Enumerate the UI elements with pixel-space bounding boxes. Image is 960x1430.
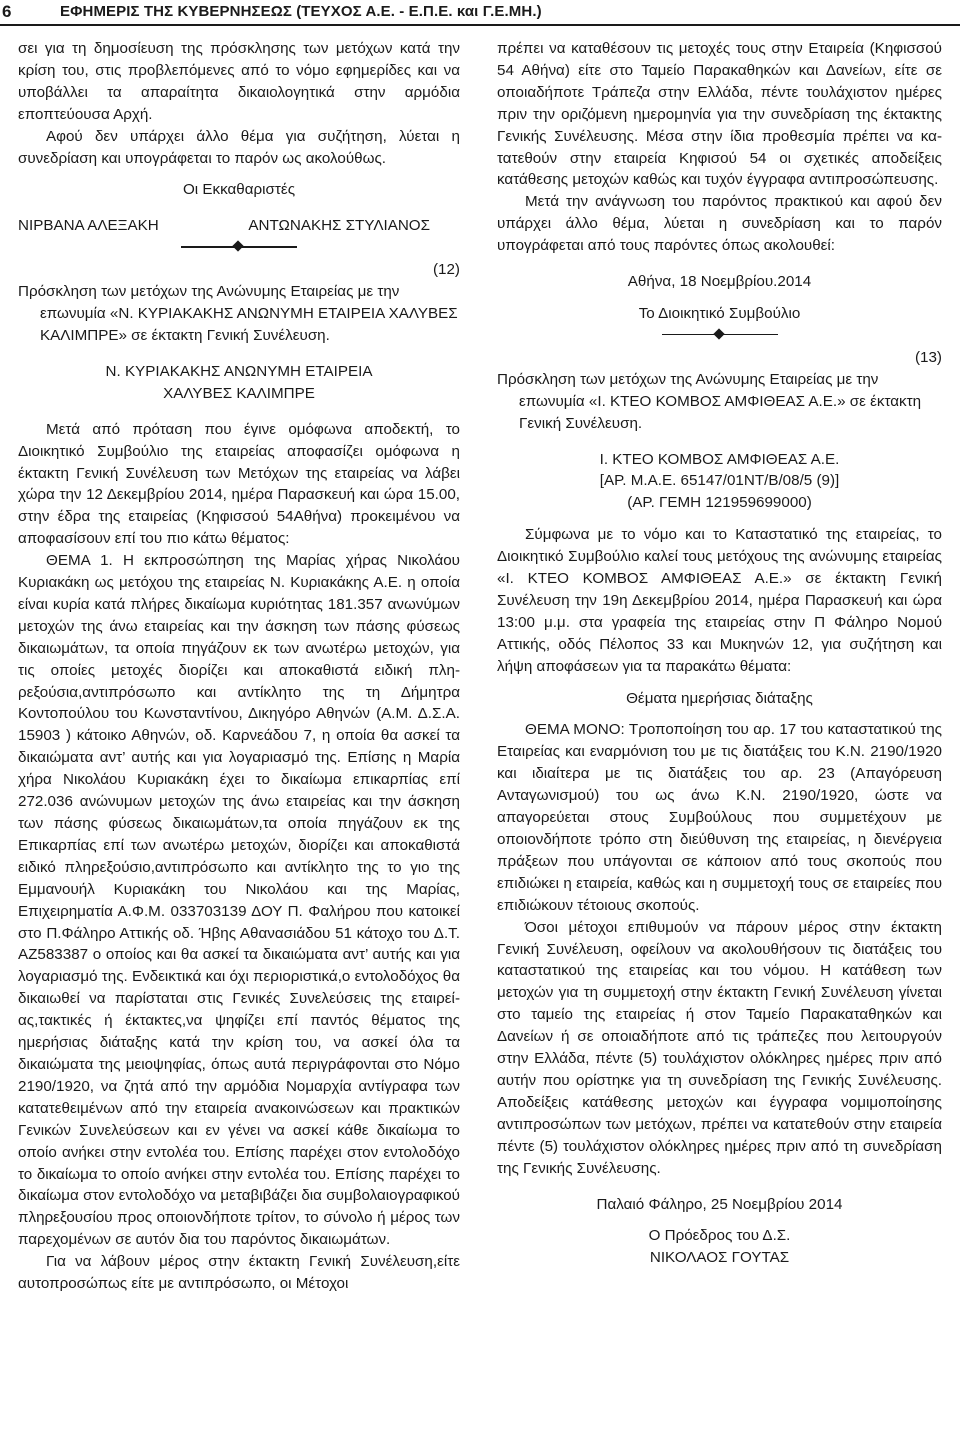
notice-number: (12): [432, 261, 460, 279]
paragraph: ΘΕΜΑ ΜΟΝΟ: Τροποποίηση του αρ. 17 του καταστατικού της Εταιρείας και εναρμόνιση του με τις διατάξεις του Κ.Ν. 2190/1920 και ιδιαίτερα με τις διατάξεις του αρ. 23 (Απαγόρευση Ανταγωνισμού) του ως άνω Κ.Ν. 2190/1920, ώστε να απαγορεύεται στους Συμβούλους που συμμετέχουν με οποιονδήποτε τρόπο στη διεύθυνση της εταιρείας, η διενέργεια πράξεων που υπάγονται σε κάποιον από τους σκοπούς που επιδιώκει η εταιρεία, καθώς και η συμμετοχή τους σε εταιρείες που επιδιώκουν τέτοιους σκοπούς.: [497, 721, 942, 914]
paragraph: πρέπει να καταθέσουν τις μετοχές τους στην Εταιρεία (Κηφισσού 54 Αθήνα) είτε στο Ταμείο Παρακαθηκών και Δανείων, είτε σε οποιαδήποτε Τράπεζα στην Ελλάδα, πέντε τουλάχιστον ημέρες πριν την οριζόμενη ημερομηνία για την συνεδρίαση της έκτακτης Γενικής Συνέλευσης. Μέσα στην ίδια προθεσμία πρέπει να κατατεθούν στην εταιρεία Κηφισού 54 οι σχετικές αποδείξεις κατάθεσης μετοχών καθώς και τυχόν έγγραφα αντιπροσώπευσης.: [497, 40, 942, 189]
diamond-icon: [232, 241, 243, 252]
chairman-title: Ο Πρόεδρος του Δ.Σ.: [648, 1227, 791, 1245]
paragraph: Σύμφωνα με το νόμο και το Καταστατικό της εταιρείας, το Διοικητικό Συμβούλιο καλεί τους μετόχους της ανώνυμης εταιρείας «Ι. ΚΤΕΟ ΚΟΜΒΟΣ ΑΜΦΙΘΕΑΣ Α.Ε.» σε έκτακτη Γενική Συνέλευση την 19η Δεκεμβρίου 2014, ημέρα Παρασκευή και ώρα 13:00 μ.μ. στα γραφεία της εταιρείας στην Π Φάληρο Νομού Αττικής, οδός Πέλοπος 33 και Μυκηνών 12, για συζήτηση και λήψη αποφάσεων για τα παρακάτω θέματα:: [497, 526, 942, 675]
signer-name: ΝΙΡΒΑΝΑ ΑΛΕΞΑΚΗ: [18, 217, 159, 235]
diamond-icon: [713, 328, 724, 339]
header-rule: [0, 24, 960, 26]
company-registry: [ΑΡ. Μ.Α.Ε. 65147/01ΝΤ/Β/08/5 (9)]: [599, 472, 840, 490]
company-name: Ι. ΚΤΕΟ ΚΟΜΒΟΣ ΑΜΦΙΘΕΑΣ Α.Ε.: [599, 450, 840, 468]
paragraph: Όσοι μέτοχοι επιθυμούν να πάρουν μέρος στην έκτακτη Γενική Συνέλευση, οφείλουν να ακολουθήσουν τις διατάξεις του καταστατικού της εταιρείας και του νόμου. Η κατάθεση των μετοχών για τη συμμετοχή στην έκτακτη Γενική Συνέλευση γίνεται στο ταμείο της εταιρείας ή στον Ταμείο Παρακαταθηκών και Δανείων ή σε οποιαδήποτε από τις τράπεζες που λειτουργούν στην Ελλάδα, πέντε (5) τουλάχιστον ολόκληρες ημέρες πριν από αυτήν που ορίστηκε για τη συνεδρίαση της Γενικής Συνέλευσης. Αποδείξεις κατάθεσης μετοχών και έγγραφα νομιμοποίησης αντιπροσώπων των μετόχων, πρέπει να κατατεθούν στην εταιρεία πέντε (5) τουλάχιστον ολόκληρες ημέρες πριν από τη συνεδρίαση της Γενικής Συνέλευσης.: [497, 918, 942, 1177]
notice-title: Πρόσκληση των μετόχων της Ανώνυμης Εταιρείας με την επωνυμία «Ν. ΚΥΡΙΑΚΑΚΗΣ ΑΝΩΝΥΜΗ ΕΤΑΙΡΕΙΑ ΧΑΛΥΒΕΣ ΚΑΛΙΜΠΡΕ» σε έκτακτη Γενική Συνέλευση.: [18, 283, 458, 344]
signers-title: Οι Εκκαθαριστές: [182, 181, 296, 199]
signer-name: ΑΝΤΩΝΑΚΗΣ ΣΤΥΛΙΑΝΟΣ: [248, 217, 430, 235]
running-header: [0, 0, 960, 26]
paragraph: Αφού δεν υπάρχει άλλο θέμα για συζήτηση, λύεται η συνεδρίαση και υπογράφεται το παρόν ως ακολούθως.: [18, 127, 460, 167]
place-date: Αθήνα, 18 Νοεμβρίου.2014: [627, 273, 812, 291]
paragraph: Μετά από πρόταση που έγινε ομόφωνα αποδεκτή, το Διοικητικό Συμβούλιο της εταιρείας αποφασίζει ομόφωνα η έκτακτη Γενική Συνέλευση των Μετόχων της εταιρείας να λάβει χώρα την 12 Δεκεμβρίου 2014, ημέρα Παρασκευή και ώρα 15.00, στην έδρα της εταιρείας (Κηφισσού 54Αθήνα) προκειμένου να αποφασίσουν επί του πιο κάτω θέματος:: [18, 420, 460, 548]
paragraph: Μετά την ανάγνωση του παρόντος πρακτικού και αφού δεν υπάρχει άλλο θέμα, λύεται η συνεδρίαση και το παρόν υπογράφεται από τους παρόντες όπως ακολουθεί:: [497, 193, 942, 255]
agenda-title: Θέματα ημερήσιας διάταξης: [626, 689, 813, 707]
section-divider: [662, 329, 778, 341]
notice-number: (13): [914, 348, 942, 366]
gazette-title: ΕΦΗΜΕΡΙΣ ΤΗΣ ΚΥΒΕΡΝΗΣΕΩΣ (ΤΕΥΧΟΣ Α.Ε. - Ε.Π.Ε. και Γ.Ε.ΜΗ.): [60, 3, 542, 20]
place-date: Παλαιό Φάληρο, 25 Νοεμβρίου 2014: [596, 1195, 843, 1213]
left-column: [18, 38, 460, 1295]
company-gemi: (ΑΡ. ΓΕΜΗ 121959699000): [627, 494, 812, 512]
company-name: Ν. ΚΥΡΙΑΚΑΚΗΣ ΑΝΩΝΥΜΗ ΕΤΑΙΡΕΙΑ: [105, 362, 373, 380]
paragraph: Για να λάβουν μέρος στην έκτακτη Γενική Συνέλευση,είτε αυτοπροσώπως είτε με αντιπρόσωπο, οι Μέτοχοι: [18, 1253, 460, 1293]
chairman-name: ΝΙΚΟΛΑΟΣ ΓΟΥΤΑΣ: [649, 1249, 790, 1267]
signers-row: [18, 215, 460, 237]
paragraph: σει για τη δημοσίευση της πρόσκλησης των μετόχων κατά την κρίση του, στις προβλεπόμενες από το νόμο εφημερίδες και να υποβάλλει τα απαραίτητα δικαιολογητικά στην αρμόδια εποπτεύουσα Αρχή.: [18, 40, 460, 123]
company-name: ΧΑΛΥΒΕΣ ΚΑΛΙΜΠΡΕ: [163, 384, 315, 402]
paragraph: ΘΕΜΑ 1. Η εκπροσώπηση της Μαρίας χήρας Νικολάου Κυριακάκη ως μετόχου της εταιρείας Ν. Κυριακάκης Α.Ε. η οποία είναι κυρία κατά πλήρες δικαίωμα κυριότητας 181.357 ανωνύμων μετοχών της άνω εταιρείας και την άσκηση των πάσης φύσεως δικαιωμάτων, τα οποία πηγάζουν εκ των ανωτέρω μετοχών, για τις οποίες μετοχές διορίζει και αποκαθιστά ειδική πληρεξούσια,αντιπρόσωπο και αντίκλητο της τη Δήμητρα Κοντοπούλου του Κωνσταντίνου, Δικηγόρο Αθηνών (Α.Μ. Δ.Σ.Α. 15903 ) κάτοικο Αθηνών, οδ. Καρνεάδου 7, η οποία θα ασκεί τα δικαιώματα αντ’ αυτής και για λογαριασμό της. Επίσης η Μαρία χήρα Νικολάου Κυριακάκη έχει το δικαίωμα επικαρπίας επί 272.036 ανώνυμων μετοχών της άνω εταιρείας και την άσκηση των πάσης φύσεως δικαιωμάτων,τα οποία πηγάζουν εκ της Επικαρπίας επί των ανωτέρω μετοχών, διορίζει και αποκαθιστά ειδικό πληρεξούσιο,αντιπρόσωπο και αντίκλητο της το γιο της Εμμανουήλ Κυριακάκη του Νικολάου και της Μαρίας, Επιχειρηματία Α.Φ.Μ. 033703139 ΔΟΥ Π. Φαλήρου που κατοικεί στο Π.Φάληρο Αττικής οδ. Ήβης Αθανασιάδου 51 κάτοχο του Δ.Τ. ΑΖ583387 ο οποίος και θα ασκεί τα δικαιώματα αντ’ αυτής και για λογαριασμό της. Ενδεικτικά και όχι περιοριστικά,ο εντολοδόχος θα δικαιωθεί να παρίσταται στις Γενικές Συνελεύσεις της εταιρείας,τακτικές ή έκτακτες,να ψηφίζει επί παντός θέματος της ημερήσιας διάταξης κατά την κρίση του, να ασκεί όλα τα δικαιώματα της μειοψηφίας, όπως αυτά περιγράφονται στο Νόμο 2190/1920, να ζητά από την αρμόδια Νομαρχία αντίγραφα των κατατεθειμένων από την εταιρεία ανακοινώσεων και πρακτικών Γενικών Συνελεύσεων και εν γένει να ασκεί κάθε δικαίωμα το οποίο ανήκει στην εντολέα του. Επίσης παρέχει στον εντολοδόχο το δικαίωμα το οποίο ανήκει στην εντολέα του. Επίσης παρέχει το δικαίωμα στον εντολοδόχο να μεταβιβάζει δια συμβολαιογραφικού πληρεξουσίου προς οποιονδήποτε τρίτον, το σύνολο ή μέρος των παρεχομένων σε αυτόν δια του παρόντος δικαιωμάτων.: [18, 552, 460, 1249]
section-divider: [181, 241, 297, 253]
page-number: 6: [2, 2, 12, 21]
notice-title: Πρόσκληση των μετόχων της Ανώνυμης Εταιρείας με την επωνυμία «Ι. ΚΤΕΟ ΚΟΜΒΟΣ ΑΜΦΙΘΕΑΣ Α.Ε.» σε έκτακτη Γενική Συνέλευση.: [497, 370, 922, 432]
board-signature: Το Διοικητικό Συμβούλιο: [638, 304, 801, 322]
right-column: [497, 38, 942, 1269]
